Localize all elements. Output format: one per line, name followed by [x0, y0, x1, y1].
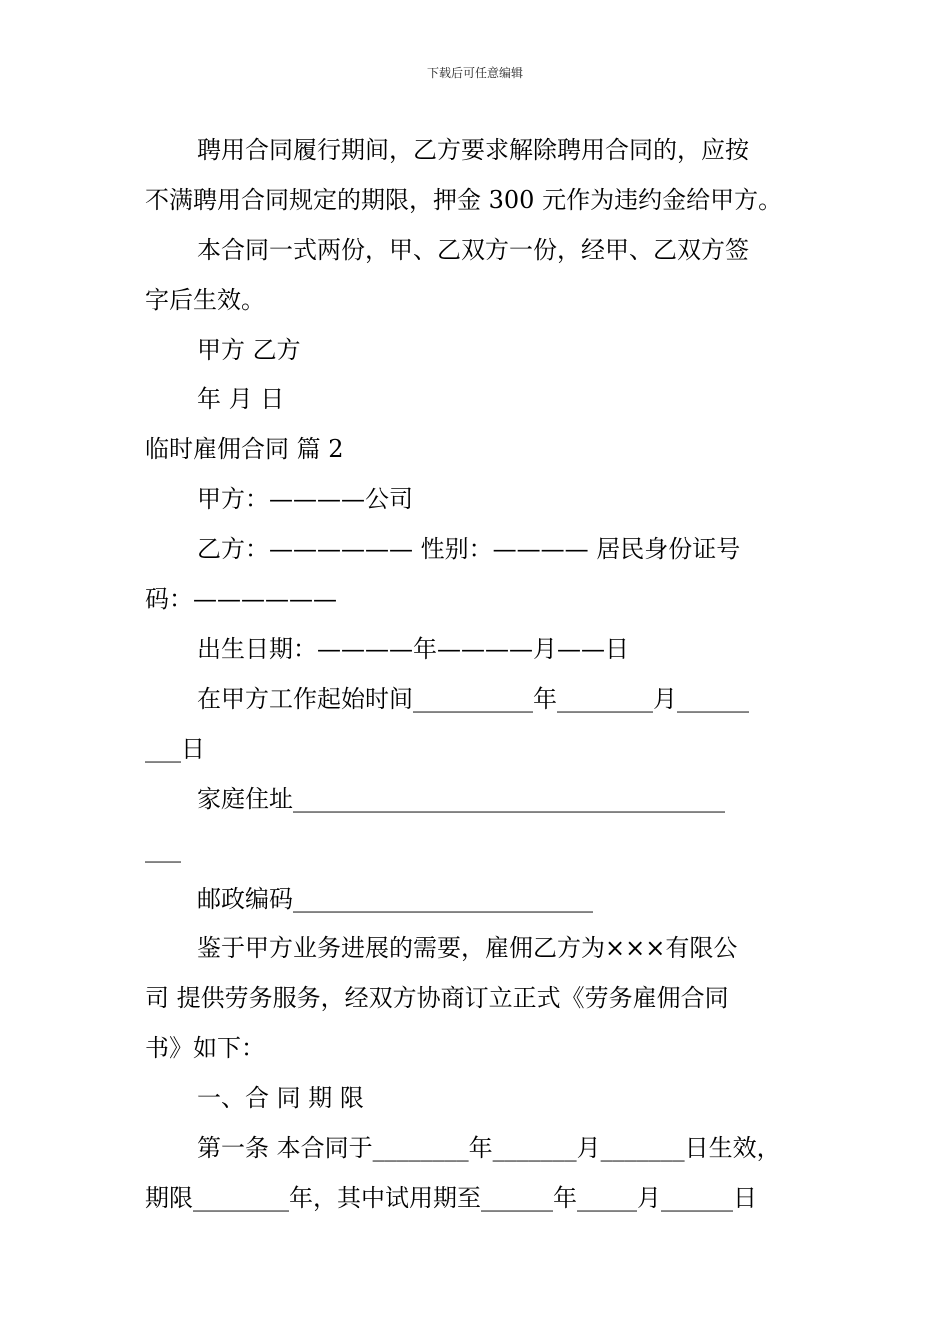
paragraph-line: 不满聘用合同规定的期限，押金 300 元作为违约金给甲方。 — [145, 186, 783, 214]
paragraph-line: 鉴于甲方业务进展的需要，雇佣乙方为×××有限公 — [197, 934, 738, 962]
article-line: 第一条 本合同于________年_______月_______日生效， — [197, 1134, 781, 1162]
address-line: 家庭住址____________________________________ — [197, 785, 725, 813]
paragraph-line: 字后生效。 — [145, 286, 265, 314]
paragraph-line: 书》如下： — [145, 1034, 265, 1062]
address-line-cont: ___ — [145, 835, 181, 863]
id-number-line: 码：—————— — [145, 585, 337, 613]
paragraph-line: 司 提供劳务服务，经双方协商订立正式《劳务雇佣合同 — [145, 984, 729, 1012]
subsection-title: 一、合 同 期 限 — [197, 1084, 364, 1112]
section-title: 临时雇佣合同 篇 2 — [145, 435, 344, 463]
party-a-line: 甲方：————公司 — [197, 485, 413, 513]
start-date-line-cont: ___日 — [145, 735, 205, 763]
paragraph-line: 聘用合同履行期间，乙方要求解除聘用合同的，应按 — [197, 136, 749, 164]
signature-parties: 甲方 乙方 — [197, 336, 301, 364]
postal-code-line: 邮政编码_________________________ — [197, 885, 593, 913]
party-b-line: 乙方：—————— 性别：———— 居民身份证号 — [197, 535, 741, 563]
page-header: 下载后可任意编辑 — [426, 66, 523, 80]
signature-date: 年 月 日 — [197, 385, 285, 413]
paragraph-line: 本合同一式两份，甲、乙双方一份，经甲、乙双方签 — [197, 236, 749, 264]
start-date-line: 在甲方工作起始时间__________年________月______ — [197, 685, 749, 713]
birth-date-line: 出生日期：————年————月——日 — [197, 635, 629, 663]
article-line: 期限________年，其中试用期至______年_____月______日 — [145, 1184, 757, 1212]
